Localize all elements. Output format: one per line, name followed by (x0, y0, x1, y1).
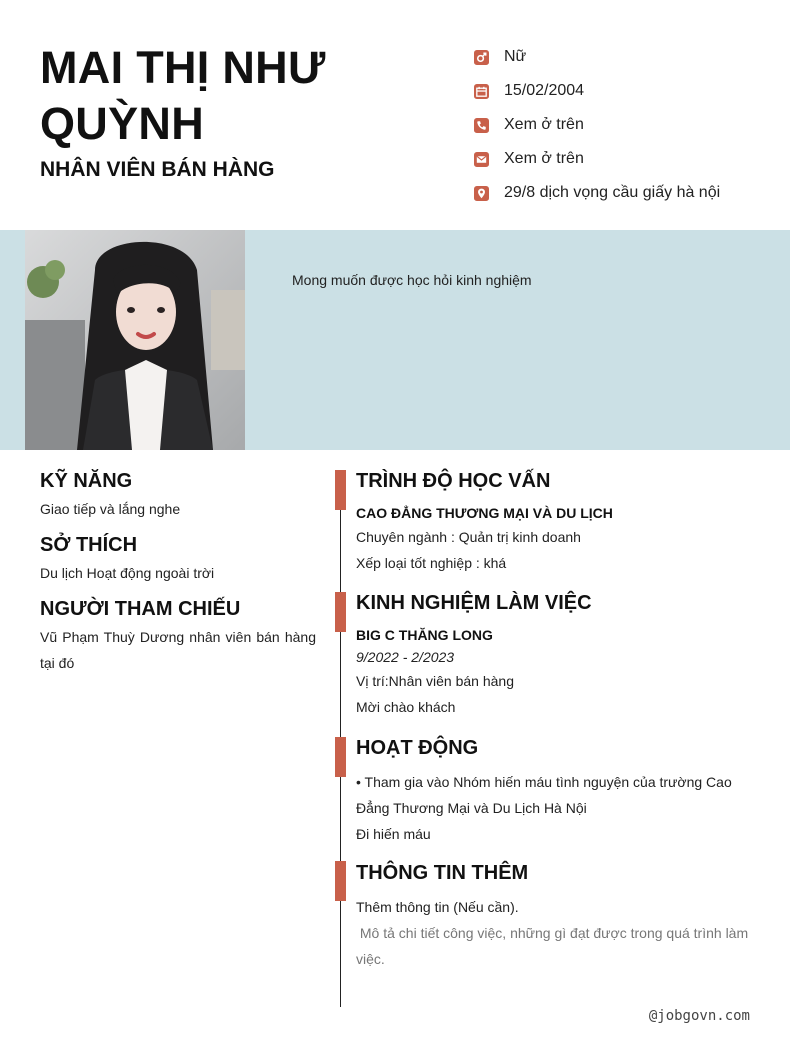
contact-gender-value: Nữ (504, 48, 527, 65)
candidate-name: MAI THỊ NHƯ QUỲNH (40, 42, 326, 149)
left-column (40, 468, 316, 686)
portrait-image (25, 230, 245, 450)
experience-marker (335, 592, 346, 632)
skills-text: Giao tiếp và lắng nghe (40, 501, 181, 517)
education-major: Chuyên ngành : Quản trị kinh doanh (356, 529, 581, 545)
phone-icon (474, 118, 489, 133)
experience-company: BIG C THĂNG LONG (356, 627, 493, 643)
contact-phone-value: Xem ở trên (504, 116, 584, 133)
experience-period: 9/2022 - 2/2023 (356, 649, 455, 665)
contact-address-value: 29/8 dịch vọng cầu giấy hà nội (504, 184, 721, 201)
extra-line-2: Mô tả chi tiết công việc, những gì đạt được trong quá trình làm việc. (356, 925, 753, 967)
experience-title: KINH NGHIỆM LÀM VIỆC (356, 592, 592, 614)
email-icon (474, 152, 489, 167)
contact-email-value: Xem ở trên (504, 150, 584, 167)
education-marker (335, 470, 346, 510)
references-title: NGƯỜI THAM CHIẾU (40, 598, 241, 620)
activities-line-2: Đi hiến máu (356, 826, 431, 842)
candidate-role: NHÂN VIÊN BÁN HÀNG (40, 158, 275, 181)
education-grade: Xếp loại tốt nghiệp : khá (356, 555, 507, 571)
skills-title: KỸ NĂNG (40, 470, 133, 492)
gender-icon (474, 50, 489, 65)
extra-line-1: Thêm thông tin (Nếu cần). (356, 899, 519, 915)
extra-section (356, 860, 756, 972)
career-objective: Mong muốn được học hỏi kinh nghiệm (292, 272, 532, 288)
location-icon (474, 186, 489, 201)
activities-section (356, 735, 736, 847)
contact-phone (474, 108, 774, 142)
contact-gender (474, 40, 774, 74)
extra-title: THÔNG TIN THÊM (356, 862, 529, 884)
contact-email (474, 142, 774, 176)
contact-birthday (474, 74, 774, 108)
contact-birthday-value: 15/02/2004 (504, 82, 585, 99)
calendar-icon (474, 84, 489, 99)
experience-position: Vị trí:Nhân viên bán hàng (356, 673, 514, 689)
education-title: TRÌNH ĐỘ HỌC VẤN (356, 470, 551, 492)
education-school: CAO ĐẲNG THƯƠNG MẠI VÀ DU LỊCH (356, 505, 613, 521)
references-text: Vũ Phạm Thuỳ Dương nhân viên bán hàng tại đó (40, 629, 316, 671)
contact-list (474, 40, 774, 210)
experience-task: Mời chào khách (356, 699, 456, 715)
profile-photo (25, 230, 245, 450)
activities-line-1: • Tham gia vào Nhóm hiến máu tình nguyện của trường Cao Đẳng Thương Mại và Du Lịch Hà Nội (356, 774, 732, 816)
activities-marker (335, 737, 346, 777)
contact-address (474, 176, 774, 210)
education-section (356, 468, 756, 576)
hobbies-title: SỞ THÍCH (40, 534, 138, 556)
watermark-footer: @jobgovn.com (648, 1008, 750, 1024)
extra-marker (335, 861, 346, 901)
activities-title: HOẠT ĐỘNG (356, 737, 479, 759)
hobbies-text: Du lịch Hoạt động ngoài trời (40, 565, 215, 581)
experience-section (356, 590, 756, 720)
